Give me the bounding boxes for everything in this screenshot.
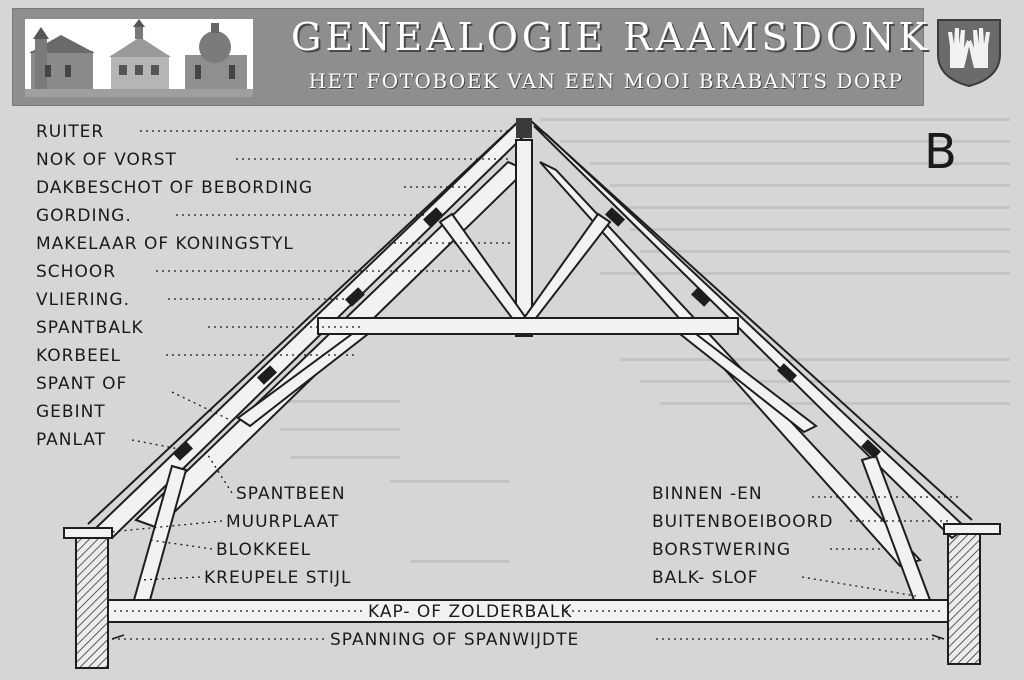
label-borstwering: BORSTWERING xyxy=(652,540,791,560)
left-strut xyxy=(440,214,526,318)
label-panlat: PANLAT xyxy=(36,430,107,450)
site-title: GENEALOGIE RAAMSDONK xyxy=(291,15,931,59)
label-blokkeel: BLOKKEEL xyxy=(216,540,312,560)
ridge-ornament xyxy=(516,118,532,138)
left-principal-rafter xyxy=(136,162,526,528)
corner-letter: B xyxy=(924,124,957,180)
label-ruiter: RUITER xyxy=(36,122,105,142)
left-wall-plate xyxy=(64,528,112,538)
label-balk-slof: BALK- SLOF xyxy=(652,568,759,588)
roof-truss-diagram xyxy=(0,110,1024,680)
site-header xyxy=(12,8,931,106)
label-gebint: GEBINT xyxy=(36,402,106,422)
label-schoor: SCHOOR xyxy=(36,262,117,282)
label-makelaar: MAKELAAR OF KONINGSTYL xyxy=(36,234,294,254)
label-gording: GORDING. xyxy=(36,206,132,226)
label-vliering: VLIERING. xyxy=(36,290,130,310)
label-korbeel: KORBEEL xyxy=(36,346,122,366)
collar-beam xyxy=(318,318,738,334)
right-wall xyxy=(948,532,980,664)
label-binnen-en: BINNEN -EN xyxy=(652,484,763,504)
left-wall xyxy=(76,532,108,668)
label-nok: NOK OF VORST xyxy=(36,150,177,170)
label-buitenboeiboord: BUITENBOEIBOORD xyxy=(652,512,834,532)
coat-of-arms-icon xyxy=(934,16,1004,88)
label-spant-of: SPANT OF xyxy=(36,374,128,394)
right-wall-plate xyxy=(944,524,1000,534)
label-kreupele-stijl: KREUPELE STIJL xyxy=(204,568,352,588)
label-spanwijdte: SPANNING OF SPANWIJDTE xyxy=(330,630,580,650)
church-logo-photo[interactable] xyxy=(25,19,253,97)
right-strut xyxy=(524,214,610,318)
label-spantbalk: SPANTBALK xyxy=(36,318,144,338)
label-spantbeen: SPANTBEEN xyxy=(236,484,346,504)
label-dakbeschot: DAKBESCHOT OF BEBORDING xyxy=(36,178,314,198)
label-muurplaat: MUURPLAAT xyxy=(226,512,340,532)
label-zolderbalk: KAP- OF ZOLDERBALK xyxy=(368,602,573,622)
site-subtitle: HET FOTOBOEK VAN EEN MOOI BRABANTS DORP xyxy=(308,69,904,93)
